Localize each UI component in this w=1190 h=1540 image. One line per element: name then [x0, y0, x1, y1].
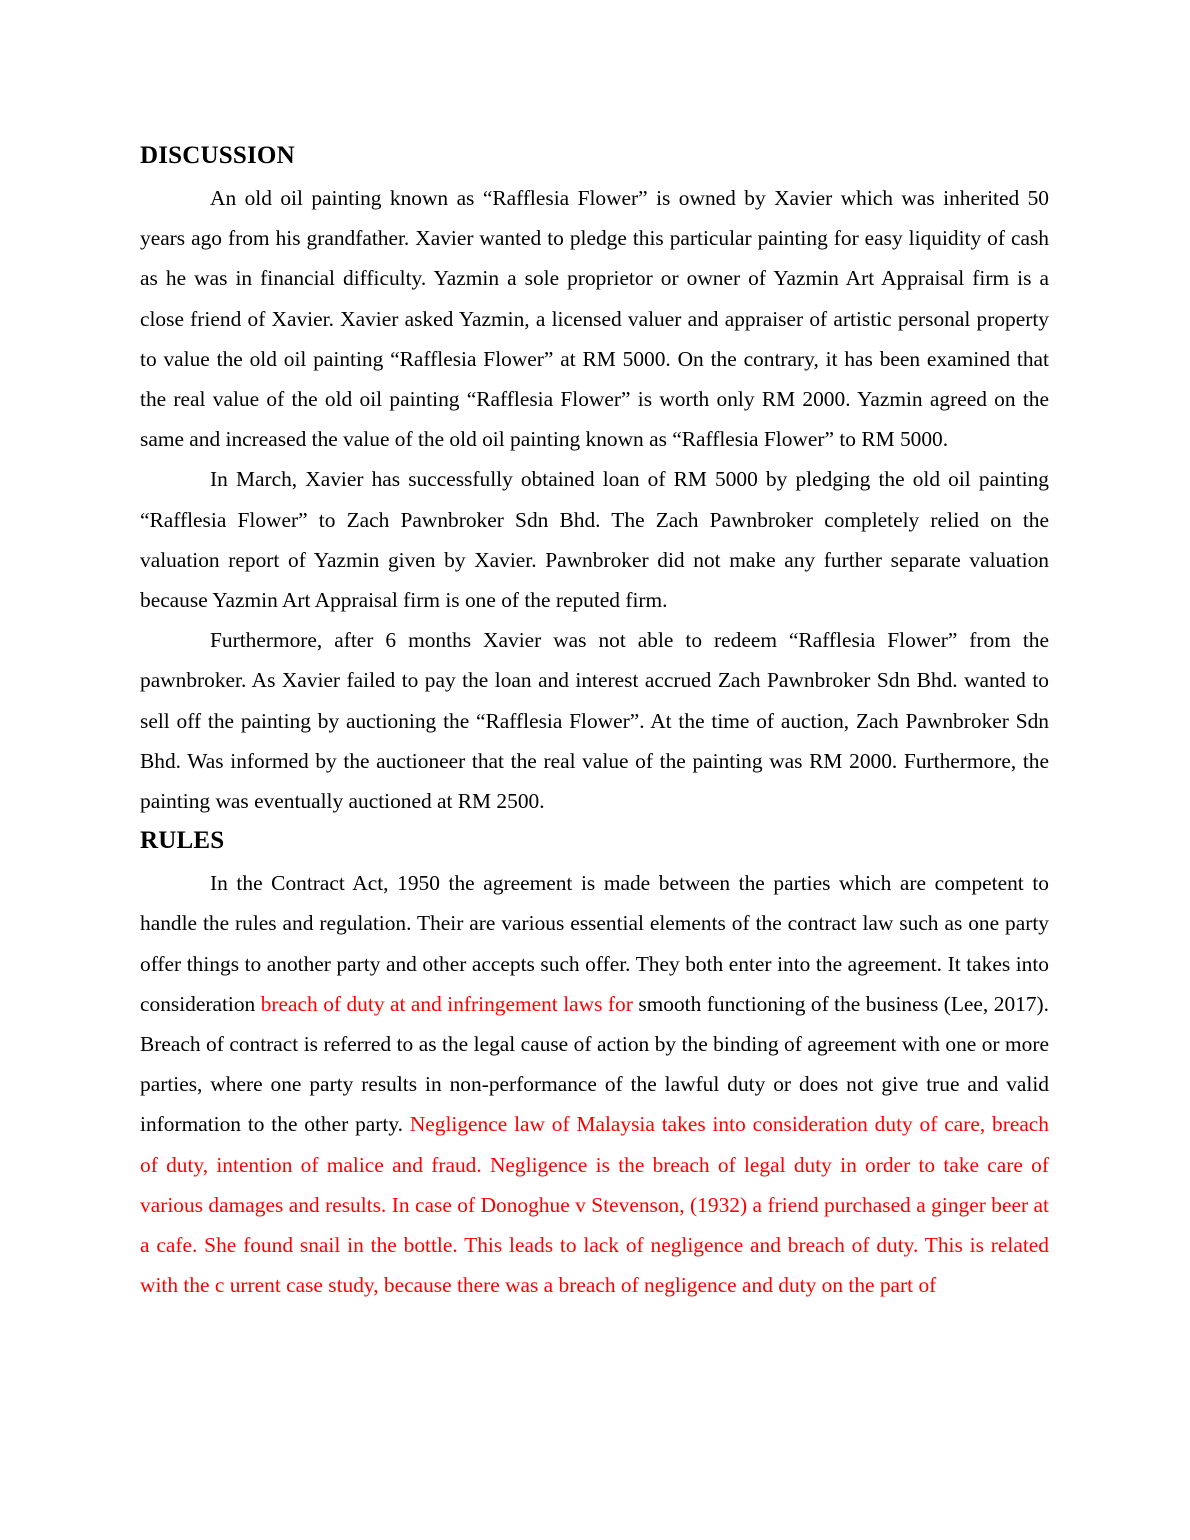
document-page [140, 138, 1049, 1305]
rules-highlight-1: breach of duty at and infringement laws for [260, 991, 633, 1016]
discussion-paragraph-1: An old oil painting known as “Rafflesia Flower” is owned by Xavier which was inherited 50 years ago from his grandfather. Xavier wanted to pledge this particular painting for easy liquidity of cash as he was in financial difficulty. Yazmin a sole proprietor or owner of Yazmin Art Appraisal firm is a close friend of Xavier. Xavier asked Yazmin, a licensed valuer and appraiser of artistic personal property to value the old oil painting “Rafflesia Flower” at RM 5000. On the contrary, it has been examined that the real value of the old oil painting “Rafflesia Flower” is worth only RM 2000. Yazmin agreed on the same and increased the value of the old oil painting known as “Rafflesia Flower” to RM 5000. [140, 186, 1049, 452]
rules-heading: RULES [140, 827, 225, 855]
discussion-heading: DISCUSSION [140, 142, 295, 169]
discussion-paragraph-2: In March, Xavier has successfully obtained loan of RM 5000 by pledging the old oil painting “Rafflesia Flower” to Zach Pawnbroker Sdn Bhd. The Zach Pawnbroker completely relied on the valuation report of Yazmin given by Xavier. Pawnbroker did not make any further separate valuation because Yazmin Art Appraisal firm is one of the reputed firm. [140, 467, 1049, 613]
rules-highlight-2: Negligence law of Malaysia takes into consideration duty of care, breach of duty, intention of malice and fraud. Negligence is the breach of legal duty in order to take care of various damages and results. In case of Donoghue v Stevenson, (1932) a friend purchased a ginger beer at a cafe. She found snail in the bottle. This leads to lack of negligence and breach of duty. This is related with the c urrent case study, because there was a breach of negligence and duty on the part of [140, 1112, 1050, 1298]
discussion-paragraph-3: Furthermore, after 6 months Xavier was not able to redeem “Rafflesia Flower” from the pawnbroker. As Xavier failed to pay the loan and interest accrued Zach Pawnbroker Sdn Bhd. wanted to sell off the painting by auctioning the “Rafflesia Flower”. At the time of auction, Zach Pawnbroker Sdn Bhd. Was informed by the auctioneer that the real value of the painting was RM 2000. Furthermore, the painting was eventually auctioned at RM 2500. [140, 628, 1049, 814]
rules-text-part-2: smooth functioning of the business (Lee, 2017). Breach of contract is referred to as the legal cause of action by the binding of agreement with one or more parties, where one party results in non-performance of the lawful duty or does not give true and valid information to the other party. [140, 991, 1049, 1137]
rules-text-part-1: In the Contract Act, 1950 the agreement is made between the parties which are competent to handle the rules and regulation. Their are various essential elements of the contract law such as one party offer things to another party and other accepts such offer. They both enter into the agreement. It takes into consideration [140, 871, 1049, 1016]
rules-paragraph [140, 863, 1049, 1305]
